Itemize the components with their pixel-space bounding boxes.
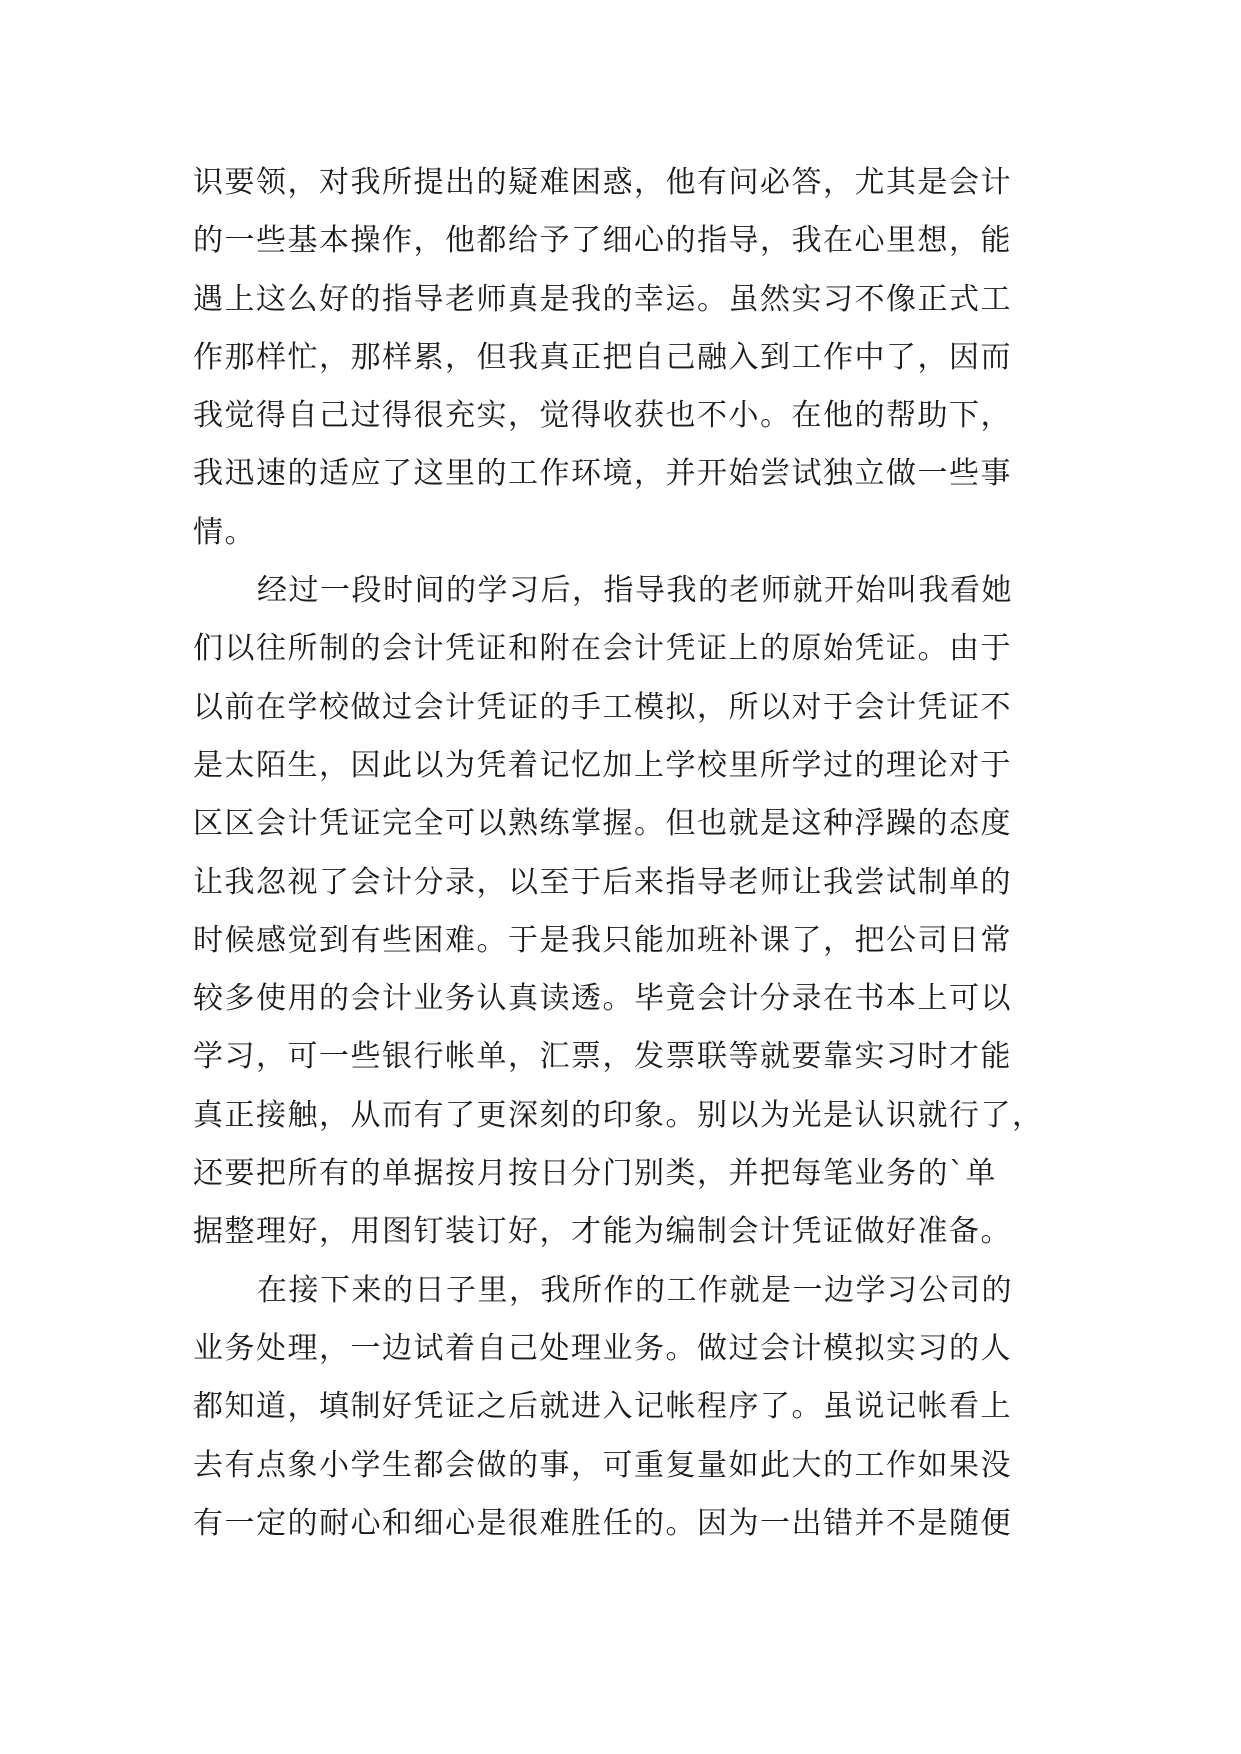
text-line: 去有点象小学生都会做的事，可重复量如此大的工作如果没 — [193, 1447, 1012, 1483]
text-line: 识要领，对我所提出的疑难困惑，他有问必答，尤其是会计 — [193, 165, 1012, 200]
text-line: 作那样忙，那样累，但我真正把自己融入到工作中了，因而 — [193, 339, 1012, 375]
text-line: 的一些基本操作，他都给予了细心的指导，我在心里想，能 — [193, 223, 1012, 259]
text-line: 我觉得自己过得很充实，觉得收获也不小。在他的帮助下， — [193, 398, 1012, 434]
text-line: 以前在学校做过会计凭证的手工模拟，所以对于会计凭证不 — [193, 689, 1012, 725]
text-line: 在接下来的日子里，我所作的工作就是一边学习公司的 — [257, 1272, 1013, 1308]
text-line: 遇上这么好的指导老师真是我的幸运。虽然实习不像正式工 — [193, 281, 1012, 317]
text-line: 们以往所制的会计凭证和附在会计凭证上的原始凭证。由于 — [193, 631, 1012, 667]
text-line: 真正接触，从而有了更深刻的印象。别以为光是认识就行了， — [193, 1097, 1044, 1133]
text-line: 业务处理，一边试着自己处理业务。做过会计模拟实习的人 — [193, 1330, 1012, 1366]
text-line: 有一定的耐心和细心是很难胜任的。因为一出错并不是随便 — [193, 1505, 1012, 1541]
text-line: 据整理好，用图钉装订好，才能为编制会计凭证做好准备。 — [193, 1214, 1012, 1250]
text-line: 情。 — [193, 514, 256, 550]
text-line: 是太陌生，因此以为凭着记忆加上学校里所学过的理论对于 — [193, 747, 1012, 783]
text-line: 较多使用的会计业务认真读透。毕竟会计分录在书本上可以 — [193, 981, 1012, 1017]
text-line: 时候感觉到有些困难。于是我只能加班补课了，把公司日常 — [193, 922, 1012, 958]
text-line: 区区会计凭证完全可以熟练掌握。但也就是这种浮躁的态度 — [193, 806, 1012, 842]
text-line: 经过一段时间的学习后，指导我的老师就开始叫我看她 — [257, 573, 1013, 609]
text-line: 学习，可一些银行帐单，汇票，发票联等就要靠实习时才能 — [193, 1039, 1012, 1075]
text-line: 让我忽视了会计分录，以至于后来指导老师让我尝试制单的 — [193, 864, 1012, 900]
text-line: 我迅速的适应了这里的工作环境，并开始尝试独立做一些事 — [193, 456, 1012, 492]
text-line: 还要把所有的单据按月按日分门别类，并把每笔业务的`单 — [193, 1156, 997, 1192]
text-line: 都知道，填制好凭证之后就进入记帐程序了。虽说记帐看上 — [193, 1389, 1012, 1425]
body-text — [193, 154, 1053, 1553]
